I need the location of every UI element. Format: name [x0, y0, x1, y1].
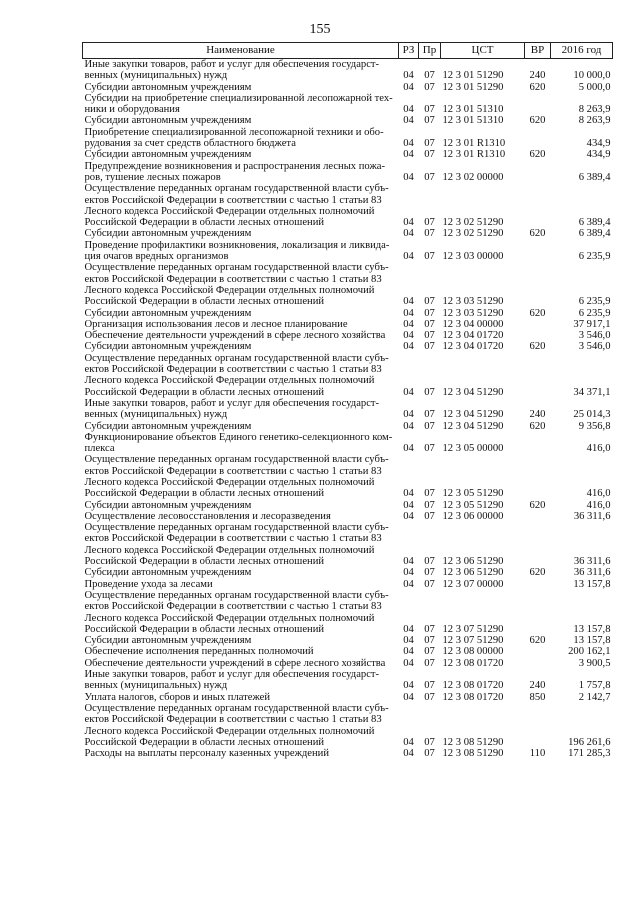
- row-name: Субсидии автономным учреждениям: [84, 341, 252, 353]
- table-row: [83, 161, 613, 184]
- row-name: Предупреждение возникновения и распространения лесных пожа-ров, тушение лесных пожаров: [84, 160, 386, 183]
- row-cst: 12 3 04 01720: [442, 341, 504, 353]
- row-pr: 07: [424, 251, 435, 263]
- row-amount: 36 311,6: [573, 567, 611, 579]
- header-pr: Пр: [419, 43, 441, 59]
- row-rz: 04: [403, 341, 414, 353]
- row-rz: 04: [403, 386, 414, 398]
- row-rz: 04: [403, 567, 414, 579]
- row-name: Функционирование объектов Единого генетико-селекционного ком-плекса: [84, 431, 393, 455]
- header-vr: ВР: [525, 43, 551, 59]
- row-cst: 12 3 07 51290: [442, 635, 504, 647]
- row-rz: 04: [403, 171, 414, 183]
- row-vr: 620: [529, 228, 546, 240]
- row-vr: 240: [529, 409, 546, 421]
- row-name: Проведение ухода за лесами: [84, 578, 213, 590]
- header-year: 2016 год: [551, 43, 613, 59]
- row-rz: 04: [403, 488, 414, 500]
- row-vr: 620: [529, 567, 546, 579]
- row-amount: 13 157,8: [573, 578, 611, 590]
- row-name: Расходы на выплаты персоналу казенных учреждений: [84, 748, 329, 760]
- row-name: Приобретение специализированной лесопожарной техники и обо-рудования за счет средств областного бюджета: [84, 126, 384, 150]
- row-rz: 04: [403, 736, 414, 748]
- row-name: Субсидии автономным учреждениям: [84, 228, 252, 240]
- row-vr: [525, 127, 551, 150]
- row-cst: 12 3 02 51290: [442, 217, 504, 229]
- row-vr: [525, 646, 551, 657]
- table-row: [83, 590, 613, 635]
- row-cst: 12 3 03 51290: [442, 296, 504, 308]
- row-cst: 12 3 01 51310: [442, 104, 504, 116]
- row-cst: 12 3 01 R1310: [442, 149, 506, 161]
- row-cst: 12 3 07 51290: [442, 623, 504, 635]
- table-row: [83, 262, 613, 307]
- row-name: Осуществление переданных органам государственной власти субъ-ектов Российской Федерации в соответствии с частью 1 статьи 83 Лесного кодекса Российской Федерации отдельных полномочий Российской Федерации в области лесных отношений: [84, 589, 389, 635]
- row-amount: 6 389,4: [578, 171, 611, 183]
- row-vr: 620: [529, 420, 546, 432]
- row-vr: 850: [529, 691, 546, 703]
- row-name: Субсидии автономным учреждениям: [84, 420, 252, 432]
- row-amount: 434,9: [586, 138, 611, 150]
- row-amount: 416,0: [586, 488, 611, 500]
- table-row: [83, 308, 613, 319]
- row-amount: 434,9: [586, 149, 611, 161]
- row-pr: 07: [424, 81, 435, 93]
- row-cst: 12 3 01 51290: [442, 81, 504, 93]
- row-name: Осуществление переданных органам государственной власти субъ-ектов Российской Федерации в соответствии с частью 1 статьи 83 Лесного кодекса Российской Федерации отдельных полномочий Российской Федерации в области лесных отношений: [84, 702, 389, 748]
- row-amount: 36 311,6: [573, 510, 611, 522]
- row-name: Иные закупки товаров, работ и услуг для обеспечения государст-венных (муниципальных) нужд: [84, 669, 380, 692]
- row-name: Субсидии автономным учреждениям: [84, 567, 252, 579]
- row-vr: [525, 319, 551, 330]
- table-row: [83, 635, 613, 646]
- row-vr: [525, 703, 551, 748]
- row-amount: 36 311,6: [573, 556, 611, 568]
- row-pr: 07: [424, 149, 435, 161]
- row-name: Осуществление переданных органам государственной власти субъ-ектов Российской Федерации в соответствии с частью 1 статьи 83 Лесного кодекса Российской Федерации отдельных полномочий Российской Федерации в области лесных отношений: [84, 262, 389, 308]
- row-amount: 416,0: [586, 443, 611, 455]
- row-vr: [525, 432, 551, 455]
- row-amount: 37 917,1: [573, 318, 611, 330]
- row-rz: 04: [403, 420, 414, 432]
- row-pr: 07: [424, 623, 435, 635]
- row-amount: 10 000,0: [573, 70, 611, 82]
- row-vr: [525, 658, 551, 669]
- row-pr: 07: [424, 691, 435, 703]
- row-name: Иные закупки товаров, работ и услуг для обеспечения государст-венных (муниципальных) нужд: [84, 59, 380, 82]
- row-cst: 12 3 08 00000: [442, 646, 504, 658]
- row-vr: 620: [529, 307, 546, 319]
- row-rz: 04: [403, 149, 414, 161]
- table-row: [83, 149, 613, 160]
- row-amount: 6 389,4: [578, 217, 611, 229]
- row-name: Субсидии автономным учреждениям: [84, 635, 252, 647]
- row-amount: 2 142,7: [578, 691, 611, 703]
- row-rz: 04: [403, 499, 414, 511]
- row-cst: 12 3 02 51290: [442, 228, 504, 240]
- row-cst: 12 3 04 51290: [442, 409, 504, 421]
- row-rz: 04: [403, 318, 414, 330]
- row-amount: 3 546,0: [578, 330, 611, 342]
- row-vr: [525, 511, 551, 522]
- row-amount: 5 000,0: [578, 81, 611, 93]
- row-vr: [525, 183, 551, 228]
- row-pr: 07: [424, 680, 435, 692]
- row-cst: 12 3 08 01720: [442, 657, 504, 669]
- row-cst: 12 3 05 51290: [442, 488, 504, 500]
- table-row: [83, 669, 613, 692]
- row-pr: 07: [424, 443, 435, 455]
- row-rz: 04: [403, 104, 414, 116]
- row-rz: 04: [403, 115, 414, 127]
- row-cst: 12 3 04 51290: [442, 386, 504, 398]
- row-rz: 04: [403, 70, 414, 82]
- row-name: Проведение профилактики возникновения, локализация и ликвида-ция очагов вредных организмов: [84, 239, 390, 263]
- row-name: Обеспечение деятельности учреждений в сфере лесного хозяйства: [84, 330, 386, 342]
- row-vr: 620: [529, 499, 546, 511]
- row-rz: 04: [403, 748, 414, 760]
- table-row: [83, 59, 613, 82]
- row-pr: 07: [424, 409, 435, 421]
- row-cst: 12 3 06 51290: [442, 567, 504, 579]
- row-rz: 04: [403, 296, 414, 308]
- row-vr: 110: [529, 748, 546, 760]
- row-amount: 171 285,3: [568, 748, 611, 760]
- table-row: [83, 658, 613, 669]
- row-pr: 07: [424, 578, 435, 590]
- row-vr: 620: [529, 115, 546, 127]
- table-row: [83, 703, 613, 748]
- row-pr: 07: [424, 341, 435, 353]
- row-name: Субсидии автономным учреждениям: [84, 149, 252, 161]
- row-cst: 12 3 07 00000: [442, 578, 504, 590]
- table-row: [83, 432, 613, 455]
- row-pr: 07: [424, 646, 435, 658]
- row-vr: [525, 93, 551, 116]
- row-vr: [525, 590, 551, 635]
- table-header: [83, 43, 613, 59]
- row-pr: 07: [424, 657, 435, 669]
- row-amount: 8 263,9: [578, 104, 611, 116]
- row-amount: 6 235,9: [578, 307, 611, 319]
- table-row: [83, 240, 613, 263]
- row-cst: 12 3 08 51290: [442, 736, 504, 748]
- row-name: Иные закупки товаров, работ и услуг для обеспечения государст-венных (муниципальных) нужд: [84, 397, 380, 421]
- table-row: [83, 398, 613, 421]
- row-amount: 3 546,0: [578, 341, 611, 353]
- row-name: Субсидии на приобретение специализированной лесопожарной тех-ники и оборудования: [84, 92, 393, 116]
- row-vr: [525, 330, 551, 341]
- row-rz: 04: [403, 307, 414, 319]
- row-name: Осуществление переданных органам государственной власти субъ-ектов Российской Федерации в соответствии с частью 1 статьи 83 Лесного кодекса Российской Федерации отдельных полномочий Российской Федерации в области лесных отношений: [84, 522, 389, 568]
- row-name: Обеспечение исполнения переданных полномочий: [84, 646, 314, 658]
- row-vr: 620: [529, 149, 546, 161]
- row-pr: 07: [424, 556, 435, 568]
- table-row: [83, 127, 613, 150]
- row-pr: 07: [424, 748, 435, 760]
- row-vr: [525, 353, 551, 398]
- row-rz: 04: [403, 510, 414, 522]
- row-amount: 3 900,5: [578, 657, 611, 669]
- row-amount: 6 389,4: [578, 228, 611, 240]
- header-rz: РЗ: [399, 43, 419, 59]
- header-row: [83, 43, 613, 59]
- row-pr: 07: [424, 488, 435, 500]
- row-rz: 04: [403, 646, 414, 658]
- row-pr: 07: [424, 104, 435, 116]
- row-pr: 07: [424, 318, 435, 330]
- page-number: 155: [309, 22, 331, 37]
- row-amount: 200 162,1: [568, 646, 611, 658]
- row-pr: 07: [424, 330, 435, 342]
- row-pr: 07: [424, 138, 435, 150]
- row-rz: 04: [403, 556, 414, 568]
- row-name: Организация использования лесов и лесное планирование: [84, 318, 348, 330]
- row-pr: 07: [424, 635, 435, 647]
- row-vr: [525, 522, 551, 567]
- row-vr: 240: [529, 70, 546, 82]
- row-name: Субсидии автономным учреждениям: [84, 115, 252, 127]
- row-name: Субсидии автономным учреждениям: [84, 81, 252, 93]
- row-pr: 07: [424, 115, 435, 127]
- row-cst: 12 3 03 51290: [442, 307, 504, 319]
- row-name: Субсидии автономным учреждениям: [84, 307, 252, 319]
- row-rz: 04: [403, 228, 414, 240]
- table-row: [83, 454, 613, 499]
- row-rz: 04: [403, 330, 414, 342]
- table-row: [83, 228, 613, 239]
- row-amount: 34 371,1: [573, 386, 611, 398]
- row-name: Обеспечение деятельности учреждений в сфере лесного хозяйства: [84, 657, 386, 669]
- row-rz: 04: [403, 251, 414, 263]
- row-amount: 13 157,8: [573, 623, 611, 635]
- row-cst: 12 3 01 51310: [442, 115, 504, 127]
- table-row: [83, 567, 613, 578]
- table-row: [83, 330, 613, 341]
- row-cst: 12 3 08 01720: [442, 680, 504, 692]
- row-pr: 07: [424, 307, 435, 319]
- header-cst: ЦСТ: [441, 43, 525, 59]
- row-cst: 12 3 01 51290: [442, 70, 504, 82]
- row-amount: 25 014,3: [573, 409, 611, 421]
- row-pr: 07: [424, 217, 435, 229]
- row-vr: 620: [529, 341, 546, 353]
- row-pr: 07: [424, 228, 435, 240]
- row-vr: [525, 454, 551, 499]
- row-vr: [525, 579, 551, 590]
- row-rz: 04: [403, 81, 414, 93]
- row-rz: 04: [403, 623, 414, 635]
- row-cst: 12 3 01 R1310: [442, 138, 506, 150]
- table-row: [83, 748, 613, 759]
- row-vr: [525, 240, 551, 263]
- row-amount: 416,0: [586, 499, 611, 511]
- table-row: [83, 93, 613, 116]
- row-vr: 240: [529, 680, 546, 692]
- row-cst: 12 3 06 51290: [442, 556, 504, 568]
- table-row: [83, 522, 613, 567]
- row-pr: 07: [424, 386, 435, 398]
- row-pr: 07: [424, 296, 435, 308]
- row-pr: 07: [424, 736, 435, 748]
- row-name: Субсидии автономным учреждениям: [84, 499, 252, 511]
- row-rz: 04: [403, 443, 414, 455]
- row-amount: 13 157,8: [573, 635, 611, 647]
- row-amount: 6 235,9: [578, 296, 611, 308]
- row-cst: 12 3 04 51290: [442, 420, 504, 432]
- row-pr: 07: [424, 510, 435, 522]
- row-cst: 12 3 05 00000: [442, 443, 504, 455]
- row-rz: 04: [403, 635, 414, 647]
- row-rz: 04: [403, 409, 414, 421]
- table-row: [83, 646, 613, 657]
- row-cst: 12 3 08 51290: [442, 748, 504, 760]
- row-name: Осуществление переданных органам государственной власти субъ-ектов Российской Федерации в соответствии с частью 1 статьи 83 Лесного кодекса Российской Федерации отдельных полномочий Российской Федерации в области лесных отношений: [84, 183, 389, 229]
- table-row: [83, 511, 613, 522]
- row-cst: 12 3 05 51290: [442, 499, 504, 511]
- table-row: [83, 183, 613, 228]
- header-name: Наименование: [83, 43, 399, 59]
- row-amount: 6 235,9: [578, 251, 611, 263]
- row-rz: 04: [403, 578, 414, 590]
- row-amount: 8 263,9: [578, 115, 611, 127]
- row-name: Уплата налогов, сборов и иных платежей: [84, 691, 271, 703]
- row-vr: 620: [529, 635, 546, 647]
- row-amount: 1 757,8: [578, 680, 611, 692]
- row-vr: [525, 161, 551, 184]
- row-cst: 12 3 08 01720: [442, 691, 504, 703]
- row-pr: 07: [424, 567, 435, 579]
- table-row: [83, 692, 613, 703]
- row-pr: 07: [424, 420, 435, 432]
- table-row: [83, 579, 613, 590]
- row-pr: 07: [424, 499, 435, 511]
- row-pr: 07: [424, 70, 435, 82]
- row-rz: 04: [403, 691, 414, 703]
- row-rz: 04: [403, 680, 414, 692]
- row-amount: 9 356,8: [578, 420, 611, 432]
- row-rz: 04: [403, 657, 414, 669]
- row-cst: 12 3 04 01720: [442, 330, 504, 342]
- row-amount: 196 261,6: [568, 736, 611, 748]
- row-name: Осуществление лесовосстановления и лесоразведения: [84, 510, 331, 522]
- table-row: [83, 319, 613, 330]
- row-cst: 12 3 04 00000: [442, 318, 504, 330]
- row-name: Осуществление переданных органам государственной власти субъ-ектов Российской Федерации в соответствии с частью 1 статьи 83 Лесного кодекса Российской Федерации отдельных полномочий Российской Федерации в области лесных отношений: [84, 454, 389, 500]
- table-row: [83, 82, 613, 93]
- table-row: [83, 115, 613, 126]
- budget-table: [82, 42, 613, 759]
- row-pr: 07: [424, 171, 435, 183]
- table-row: [83, 353, 613, 398]
- row-vr: [525, 262, 551, 307]
- row-cst: 12 3 06 00000: [442, 510, 504, 522]
- table-row: [83, 421, 613, 432]
- row-vr: 620: [529, 81, 546, 93]
- row-cst: 12 3 03 00000: [442, 251, 504, 263]
- table-row: [83, 341, 613, 352]
- row-name: Осуществление переданных органам государственной власти субъ-ектов Российской Федерации в соответствии с частью 1 статьи 83 Лесного кодекса Российской Федерации отдельных полномочий Российской Федерации в области лесных отношений: [84, 352, 389, 398]
- row-rz: 04: [403, 217, 414, 229]
- table-body: [83, 59, 613, 760]
- table-row: [83, 500, 613, 511]
- row-rz: 04: [403, 138, 414, 150]
- row-cst: 12 3 02 00000: [442, 171, 504, 183]
